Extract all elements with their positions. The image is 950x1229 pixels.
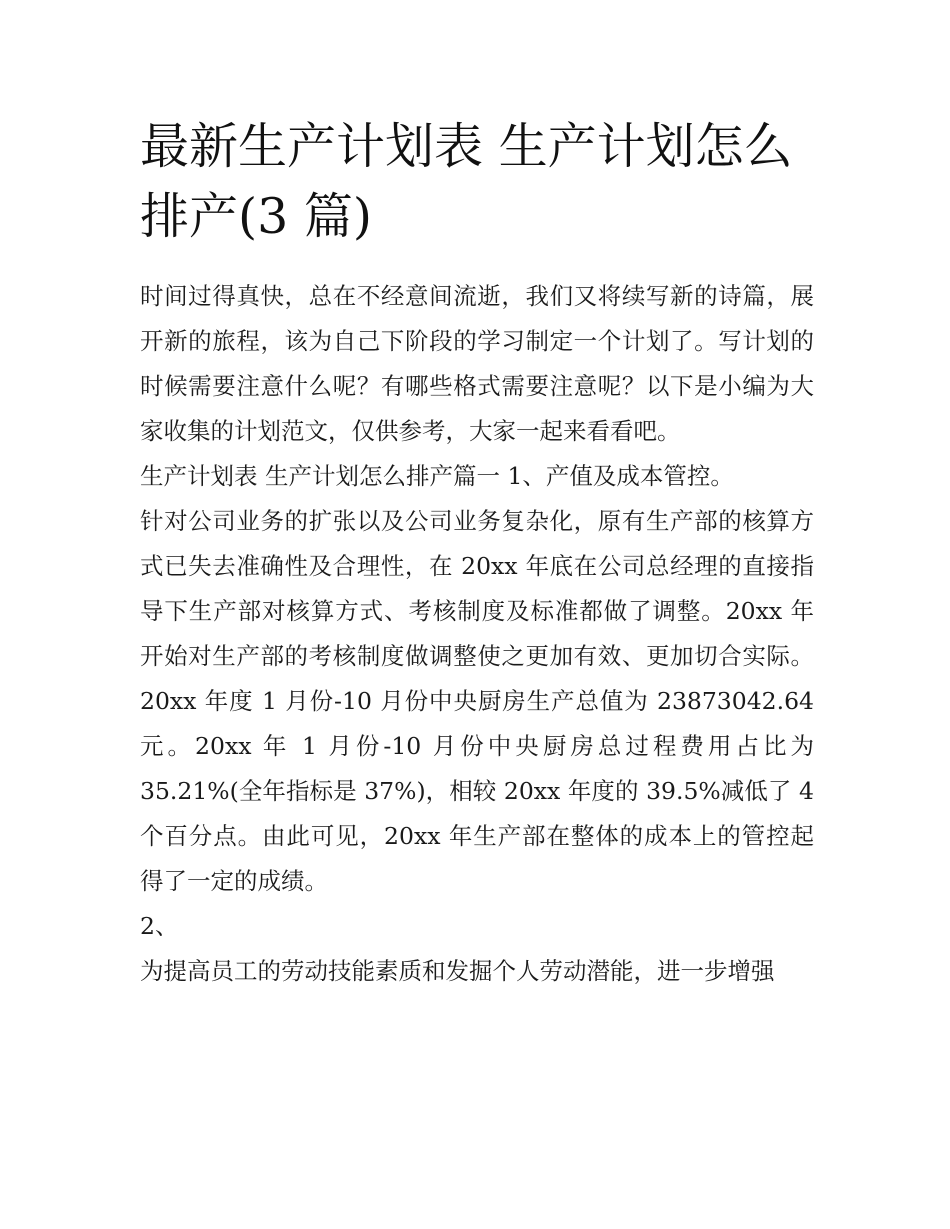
- cost-control-paragraph: 针对公司业务的扩张以及公司业务复杂化，原有生产部的核算方式已失去准确性及合理性，在 20xx 年底在公司总经理的直接指导下生产部对核算方式、考核制度及标准都做了调整。20xx 年开始对生产部的考核制度做调整使之更加有效、更加切合实际。20xx 年度 1 月份-10 月份中央厨房生产总值为 23873042.64 元。20xx 年 1 月份-10 月份中央厨房总过程费用占比为 35.21%(全年指标是 37%)，相较 20xx 年度的 39.5%减低了 4 个百分点。由此可见，20xx 年生产部在整体的成本上的管控起得了一定的成绩。: [140, 507, 814, 895]
- document-title: 最新生产计划表 生产计划怎么排产(3 篇): [140, 118, 793, 245]
- section-number-paragraph: 2、: [140, 912, 179, 940]
- intro-paragraph: 时间过得真快，总在不经意间流逝，我们又将续写新的诗篇，展开新的旅程，该为自己下阶段的学习制定一个计划了。写计划的时候需要注意什么呢？有哪些格式需要注意呢？以下是小编为大家收集的计划范文，仅供参考，大家一起来看看吧。: [140, 282, 814, 445]
- section-heading-paragraph: 生产计划表 生产计划怎么排产篇一 1、产值及成本管控。: [140, 462, 734, 490]
- skills-paragraph: 为提高员工的劳动技能素质和发掘个人劳动潜能，进一步增强: [140, 957, 775, 985]
